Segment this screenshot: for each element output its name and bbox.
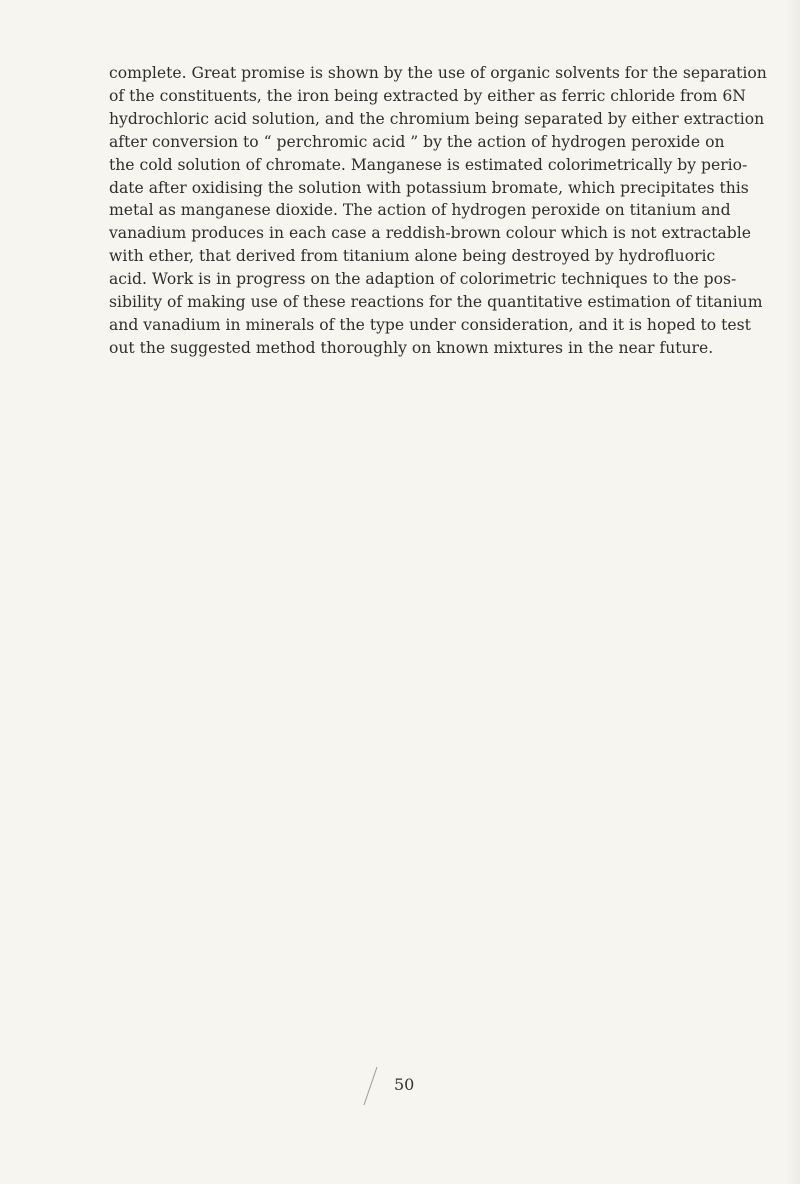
text-line: acid. Work is in progress on the adaption of colorimetric techniques to the pos-	[109, 270, 737, 289]
text-line: sibility of making use of these reactions for the quantitative estimation of titanium	[109, 293, 763, 312]
text-line: out the suggested method thoroughly on known mixtures in the near future.	[109, 338, 714, 357]
text-line: after conversion to “ perchromic acid ” by the action of hydrogen peroxide on	[109, 132, 725, 151]
text-line: the cold solution of chromate. Manganese is estimated colorimetrically by perio-	[109, 155, 748, 174]
page-number: 50	[394, 1075, 415, 1094]
pencil-stroke-mark	[360, 1065, 380, 1110]
text-line: of the constituents, the iron being extracted by either as ferric chloride from 6N	[109, 86, 746, 105]
text-line: metal as manganese dioxide. The action of hydrogen peroxide on titanium and	[109, 201, 731, 220]
text-line: vanadium produces in each case a reddish-brown colour which is not extractable	[109, 224, 752, 243]
text-line: and vanadium in minerals of the type under consideration, and it is hoped to test	[109, 315, 751, 334]
text-line: complete. Great promise is shown by the use of organic solvents for the separation	[109, 64, 767, 82]
text-line: with ether, that derived from titanium alone being destroyed by hydrofluoric	[109, 247, 716, 266]
text-line: date after oxidising the solution with potassium bromate, which precipitates this	[109, 178, 749, 197]
text-line: hydrochloric acid solution, and the chromium being separated by either extraction	[109, 109, 765, 128]
body-paragraph	[109, 62, 767, 360]
